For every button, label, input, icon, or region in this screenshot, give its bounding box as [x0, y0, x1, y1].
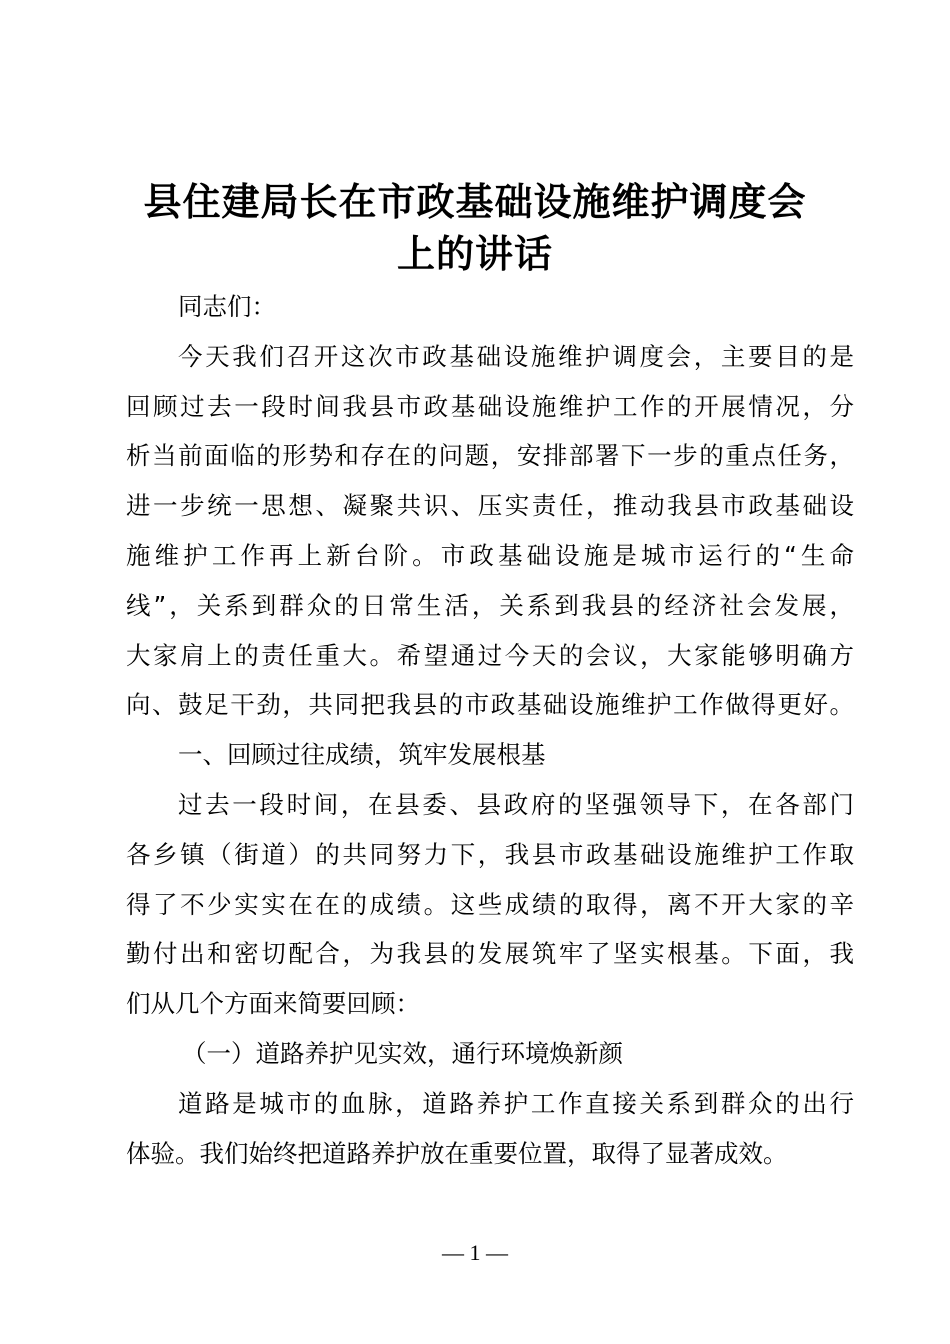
paragraph-line: 大家肩上的责任重大。希望通过今天的会议，大家能够明确方	[126, 640, 854, 670]
page-number: — 1 —	[442, 1240, 508, 1265]
document-title	[110, 176, 840, 280]
paragraph-line: 们从几个方面来简要回顾：	[126, 989, 420, 1019]
paragraph-line: 进一步统一思想、凝聚共识、压实责任，推动我县市政基础设	[126, 491, 854, 521]
title-line-2: 上的讲话	[396, 231, 553, 276]
paragraph-line: 得了不少实实在在的成绩。这些成绩的取得，离不开大家的辛	[126, 889, 854, 919]
paragraph-roads	[126, 1079, 854, 1179]
paragraph-line: 施维护工作再上新台阶。市政基础设施是城市运行的“生命	[126, 540, 854, 570]
paragraph-line: 各乡镇（街道）的共同努力下，我县市政基础设施维护工作取	[126, 839, 854, 869]
salutation: 同志们：	[178, 292, 276, 321]
paragraph-line: 回顾过去一段时间我县市政基础设施维护工作的开展情况，分	[126, 391, 854, 421]
paragraph-line: 今天我们召开这次市政基础设施维护调度会，主要目的是	[178, 341, 854, 371]
paragraph-line: 线”，关系到群众的日常生活，关系到我县的经济社会发展，	[126, 590, 854, 620]
title-line-1: 县住建局长在市政基础设施维护调度会	[143, 179, 807, 224]
paragraph-line: 体验。我们始终把道路养护放在重要位置，取得了显著成效。	[126, 1138, 788, 1168]
subsection-heading: （一）道路养护见实效，通行环境焕新颜	[182, 1038, 623, 1068]
paragraph-line: 过去一段时间，在县委、县政府的坚强领导下，在各部门	[178, 789, 854, 819]
paragraph-line: 道路是城市的血脉，道路养护工作直接关系到群众的出行	[178, 1088, 854, 1118]
paragraph-line: 向、鼓足干劲，共同把我县的市政基础设施维护工作做得更好。	[126, 690, 854, 720]
paragraph-line: 析当前面临的形势和存在的问题，安排部署下一步的重点任务，	[126, 441, 854, 471]
paragraph-review	[126, 780, 854, 1029]
paragraph-opening	[126, 332, 854, 730]
paragraph-line: 勤付出和密切配合，为我县的发展筑牢了坚实根基。下面，我	[126, 939, 854, 969]
section-heading: 一、回顾过往成绩，筑牢发展根基	[178, 740, 546, 770]
document-body	[126, 282, 854, 1178]
